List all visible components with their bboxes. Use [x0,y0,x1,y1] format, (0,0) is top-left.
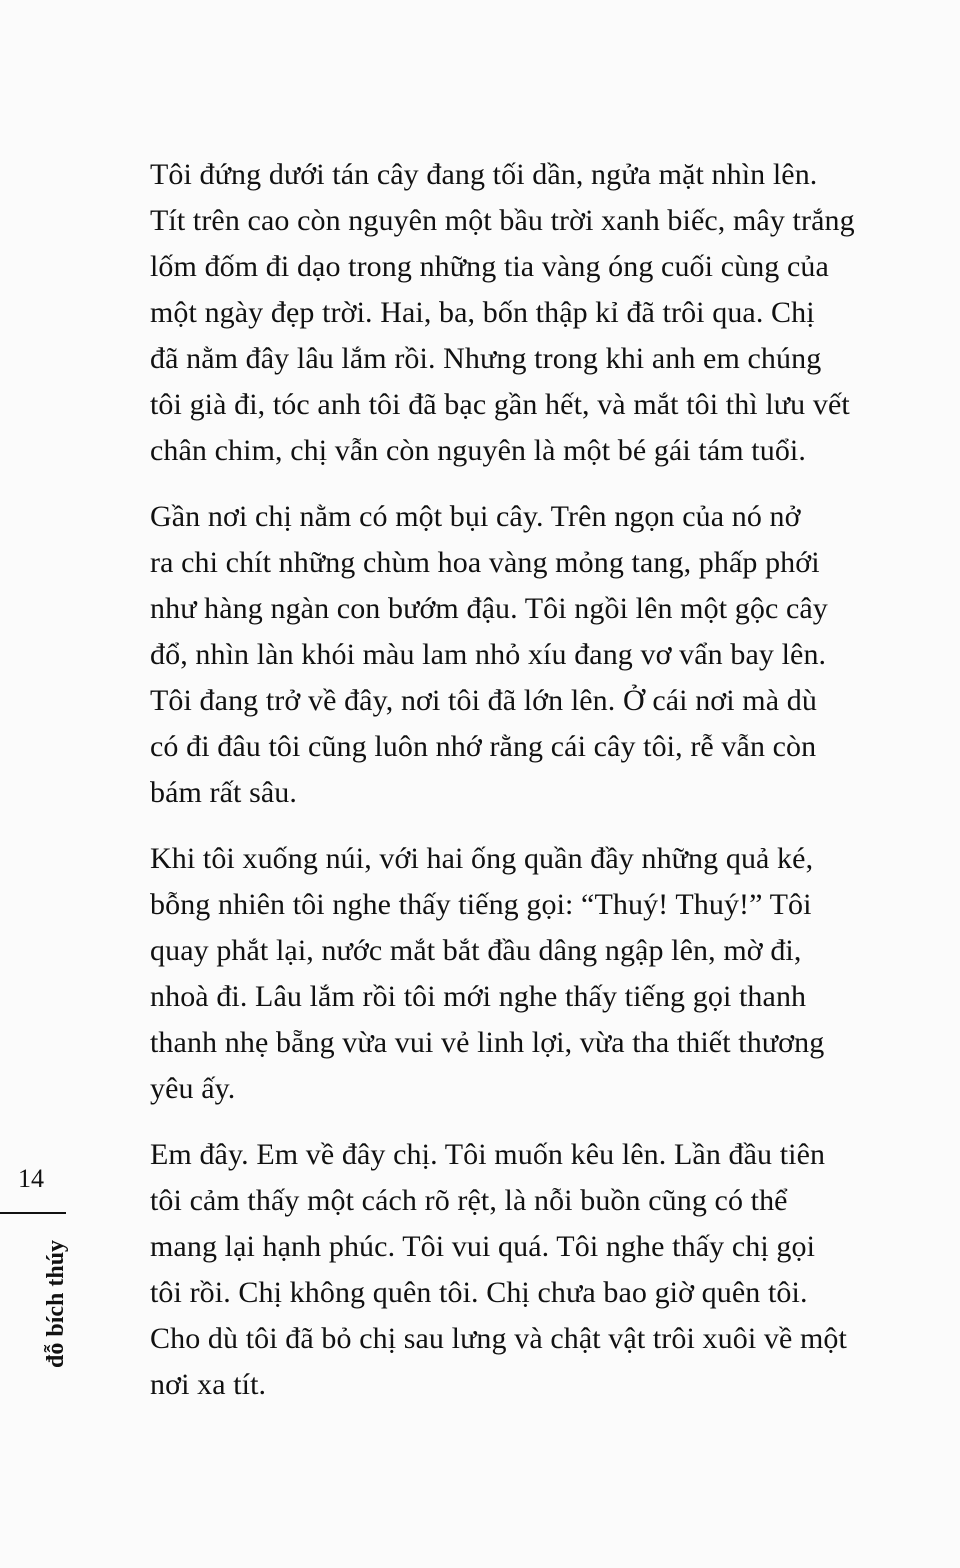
text-line: tôi rồi. Chị không quên tôi. Chị chưa bao giờ quên tôi. [150,1276,808,1309]
paragraph-4 [150,1132,847,1408]
text-line: yêu ấy. [150,1072,236,1105]
page-number-rule [0,1212,66,1214]
text-line: ra chi chít những chùm hoa vàng mỏng tang, phấp phới [150,546,820,579]
text-line: như hàng ngàn con bướm đậu. Tôi ngồi lên một gộc cây [150,592,828,625]
text-line: Gần nơi chị nằm có một bụi cây. Trên ngọn của nó nở [150,500,801,533]
text-line: đã nằm đây lâu lắm rồi. Nhưng trong khi anh em chúng [150,342,822,375]
text-line: có đi đâu tôi cũng luôn nhớ rằng cái cây tôi, rễ vẫn còn [150,730,817,763]
paragraph-2 [150,494,838,816]
text-line: mang lại hạnh phúc. Tôi vui quá. Tôi nghe thấy chị gọi [150,1230,816,1263]
body-text [150,152,855,1428]
text-line: nơi xa tít. [150,1368,267,1401]
text-line: Cho dù tôi đã bỏ chị sau lưng và chật vật trôi xuôi về một [150,1322,847,1355]
text-line: quay phắt lại, nước mắt bắt đầu dâng ngập lên, mờ đi, [150,934,802,967]
text-line: tôi già đi, tóc anh tôi đã bạc gần hết, và mắt tôi thì lưu vết [150,388,850,421]
text-line: tôi cảm thấy một cách rõ rệt, là nỗi buồn cũng có thể [150,1184,788,1217]
text-line: một ngày đẹp trời. Hai, ba, bốn thập kỉ đã trôi qua. Chị [150,296,815,329]
text-line: bỗng nhiên tôi nghe thấy tiếng gọi: “Thuý! Thuý!” Tôi [150,888,812,921]
text-line: Em đây. Em về đây chị. Tôi muốn kêu lên. Lần đầu tiên [150,1138,826,1171]
text-line: Tít trên cao còn nguyên một bầu trời xanh biếc, mây trắng [150,204,855,237]
text-line: chân chim, chị vẫn còn nguyên là một bé gái tám tuổi. [150,434,806,467]
text-line: lốm đốm đi dạo trong những tia vàng óng cuối cùng của [150,250,829,283]
text-line: thanh nhẹ bẵng vừa vui vẻ linh lợi, vừa tha thiết thương [150,1026,825,1059]
text-line: đổ, nhìn làn khói màu lam nhỏ xíu đang vơ vẩn bay lên. [150,638,827,671]
page-number: 14 [18,1164,44,1193]
running-author-name: đỗ bích thúy [43,1239,69,1368]
text-line: bám rất sâu. [150,776,297,809]
text-line: Tôi đứng dưới tán cây đang tối dần, ngửa mặt nhìn lên. [150,158,818,191]
paragraph-1 [150,152,855,474]
text-line: Tôi đang trở về đây, nơi tôi đã lớn lên. Ở cái nơi mà dù [150,684,817,717]
text-line: Khi tôi xuống núi, với hai ống quần đầy những quả ké, [150,842,814,875]
paragraph-3 [150,836,838,1112]
text-line: nhoà đi. Lâu lắm rồi tôi mới nghe thấy tiếng gọi thanh [150,980,807,1013]
